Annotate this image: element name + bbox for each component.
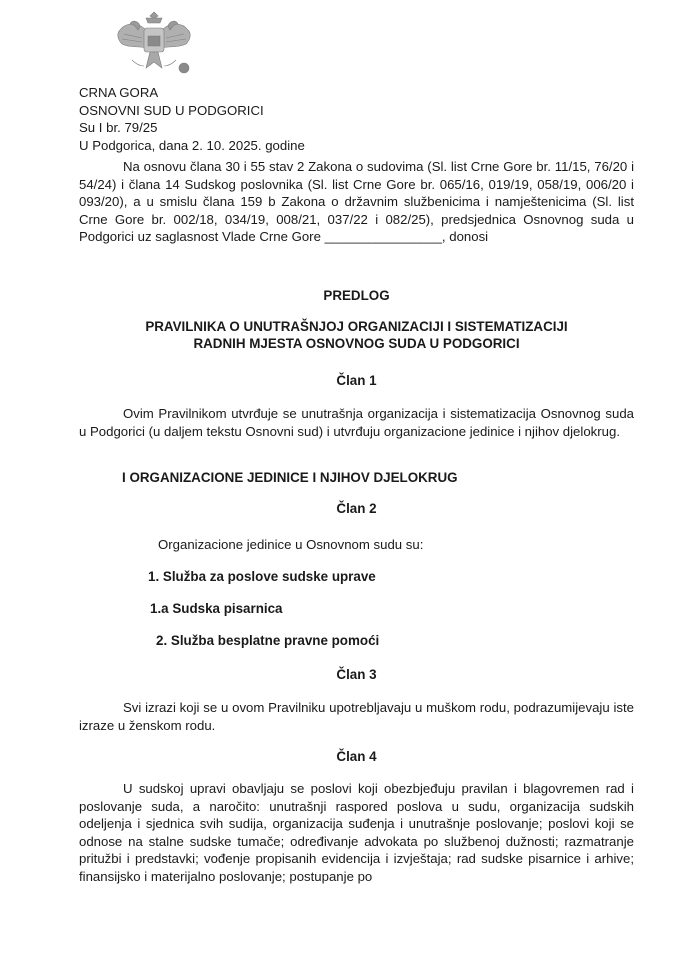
article-4-text: U sudskoj upravi obavljaju se poslovi koji obezbjeđuju pravilan i blagovremen rad i poslovanje suda, a naročito: unutrašnji raspored poslova u sudu, organizacija sudskih odeljenja i sjednica svih sudija, organizacija suđenja i unutrašnje poslovanje; poslovi koji se odnose na stalne sudske tumače; određivanje advokata po službenoj dužnosti; razmatranje pritužbi i predstavki; vođenje propisanih evidencija i izvještaja; rad sudske pisarnice i arhive; finansijsko i materijalno poslovanje; postupanje po	[79, 781, 634, 884]
unit-item-2: 2. Služba besplatne pravne pomoći	[156, 633, 380, 648]
document-header	[79, 84, 305, 154]
article-1-text: Ovim Pravilnikom utvrđuje se unutrašnja organizacija i sistematizacija Osnovnog suda u Podgorici (u daljem tekstu Osnovni sud) i utvrđuju organizacione jedinice i njihov djelokrug.	[79, 406, 634, 439]
coat-of-arms-icon	[110, 8, 198, 78]
article-3-text: Svi izrazi koji se u ovom Pravilniku upotrebljavaju u muškom rodu, podrazumijevaju iste izraze u ženskom rodu.	[79, 700, 634, 733]
section-heading: I ORGANIZACIONE JEDINICE I NJIHOV DJELOKRUG	[122, 470, 458, 485]
court-name: OSNOVNI SUD U PODGORICI	[79, 102, 264, 118]
article-3-heading: Član 3	[336, 667, 377, 682]
article-2-heading: Član 2	[336, 501, 377, 516]
title-line-2: RADNIH MJESTA OSNOVNOG SUDA U PODGORICI	[193, 336, 520, 351]
place-date: U Podgorica, dana 2. 10. 2025. godine	[79, 137, 305, 153]
article-2-intro: Organizacione jedinice u Osnovnom sudu su:	[158, 537, 424, 552]
document-type: PREDLOG	[323, 288, 390, 303]
country-name: CRNA GORA	[79, 85, 159, 100]
title-line-1: PRAVILNIKA O UNUTRAŠNJOJ ORGANIZACIJI I SISTEMATIZACIJI	[145, 319, 568, 334]
article-1-heading: Član 1	[336, 373, 377, 388]
case-number: Su I br. 79/25	[79, 120, 158, 135]
unit-item-1: 1. Služba za poslove sudske uprave	[148, 569, 376, 584]
article-4-heading: Član 4	[336, 749, 377, 764]
preamble-paragraph: Na osnovu člana 30 i 55 stav 2 Zakona o sudovima (Sl. list Crne Gore br. 11/15, 76/20 i 54/24) i člana 14 Sudskog poslovnika (Sl. list Crne Gore br. 065/16, 019/19, 058/19, 006/20 i 093/20), a u smislu člana 159 b Zakona o državnim službenicima i namještenicima (Sl. list Crne Gore br. 002/18, 034/19, 008/21, 037/22 i 082/25), predsjednica Osnovnog suda u Podgorici uz saglasnost Vlade Crne Gore ________________, donosi	[79, 159, 634, 245]
unit-item-1a: 1.a Sudska pisarnica	[150, 601, 283, 616]
